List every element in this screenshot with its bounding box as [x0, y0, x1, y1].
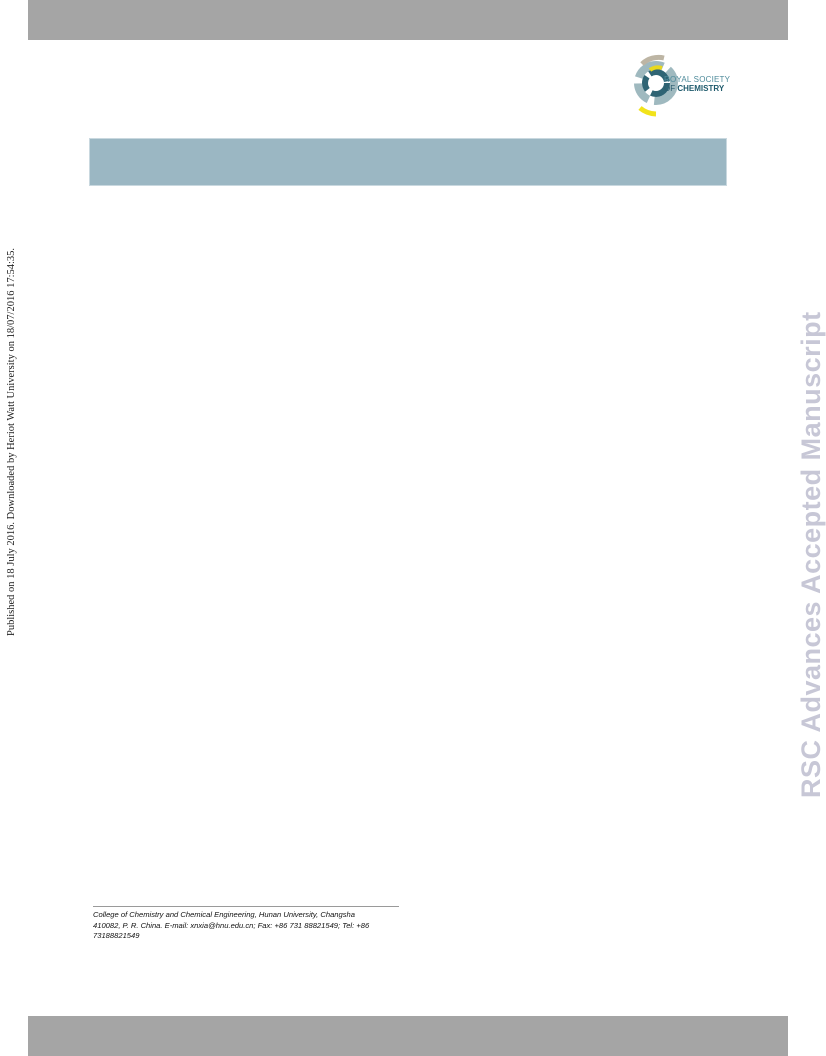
rsc-logo-icon [628, 50, 668, 120]
rsc-logo [628, 50, 738, 120]
affiliation-footnote [93, 906, 399, 942]
logo-line-1: ROYAL SOCIETY [664, 75, 731, 84]
logo-line-2: OF CHEMISTRY [664, 84, 725, 93]
title-banner [89, 138, 727, 186]
footnote-rule [93, 906, 399, 907]
manuscript-watermark: RSC Advances Accepted Manuscript [796, 311, 826, 798]
footnote-line: 410082, P. R. China. E-mail: xnxia@hnu.edu.cn; Fax: +86 731 88821549; Tel: +86 [93, 920, 370, 930]
footnote-line: College of Chemistry and Chemical Engineering, Hunan University, Changsha [93, 910, 355, 919]
footer-bar [28, 1016, 788, 1056]
download-notice: Published on 18 July 2016. Downloaded by Heriot Watt University on 18/07/2016 17:54:35. [6, 247, 17, 636]
header-bar [28, 0, 788, 40]
rsc-logo-wordmark [664, 75, 730, 93]
footnote-line: 73188821549 [93, 931, 140, 940]
footnote-text [93, 910, 399, 942]
